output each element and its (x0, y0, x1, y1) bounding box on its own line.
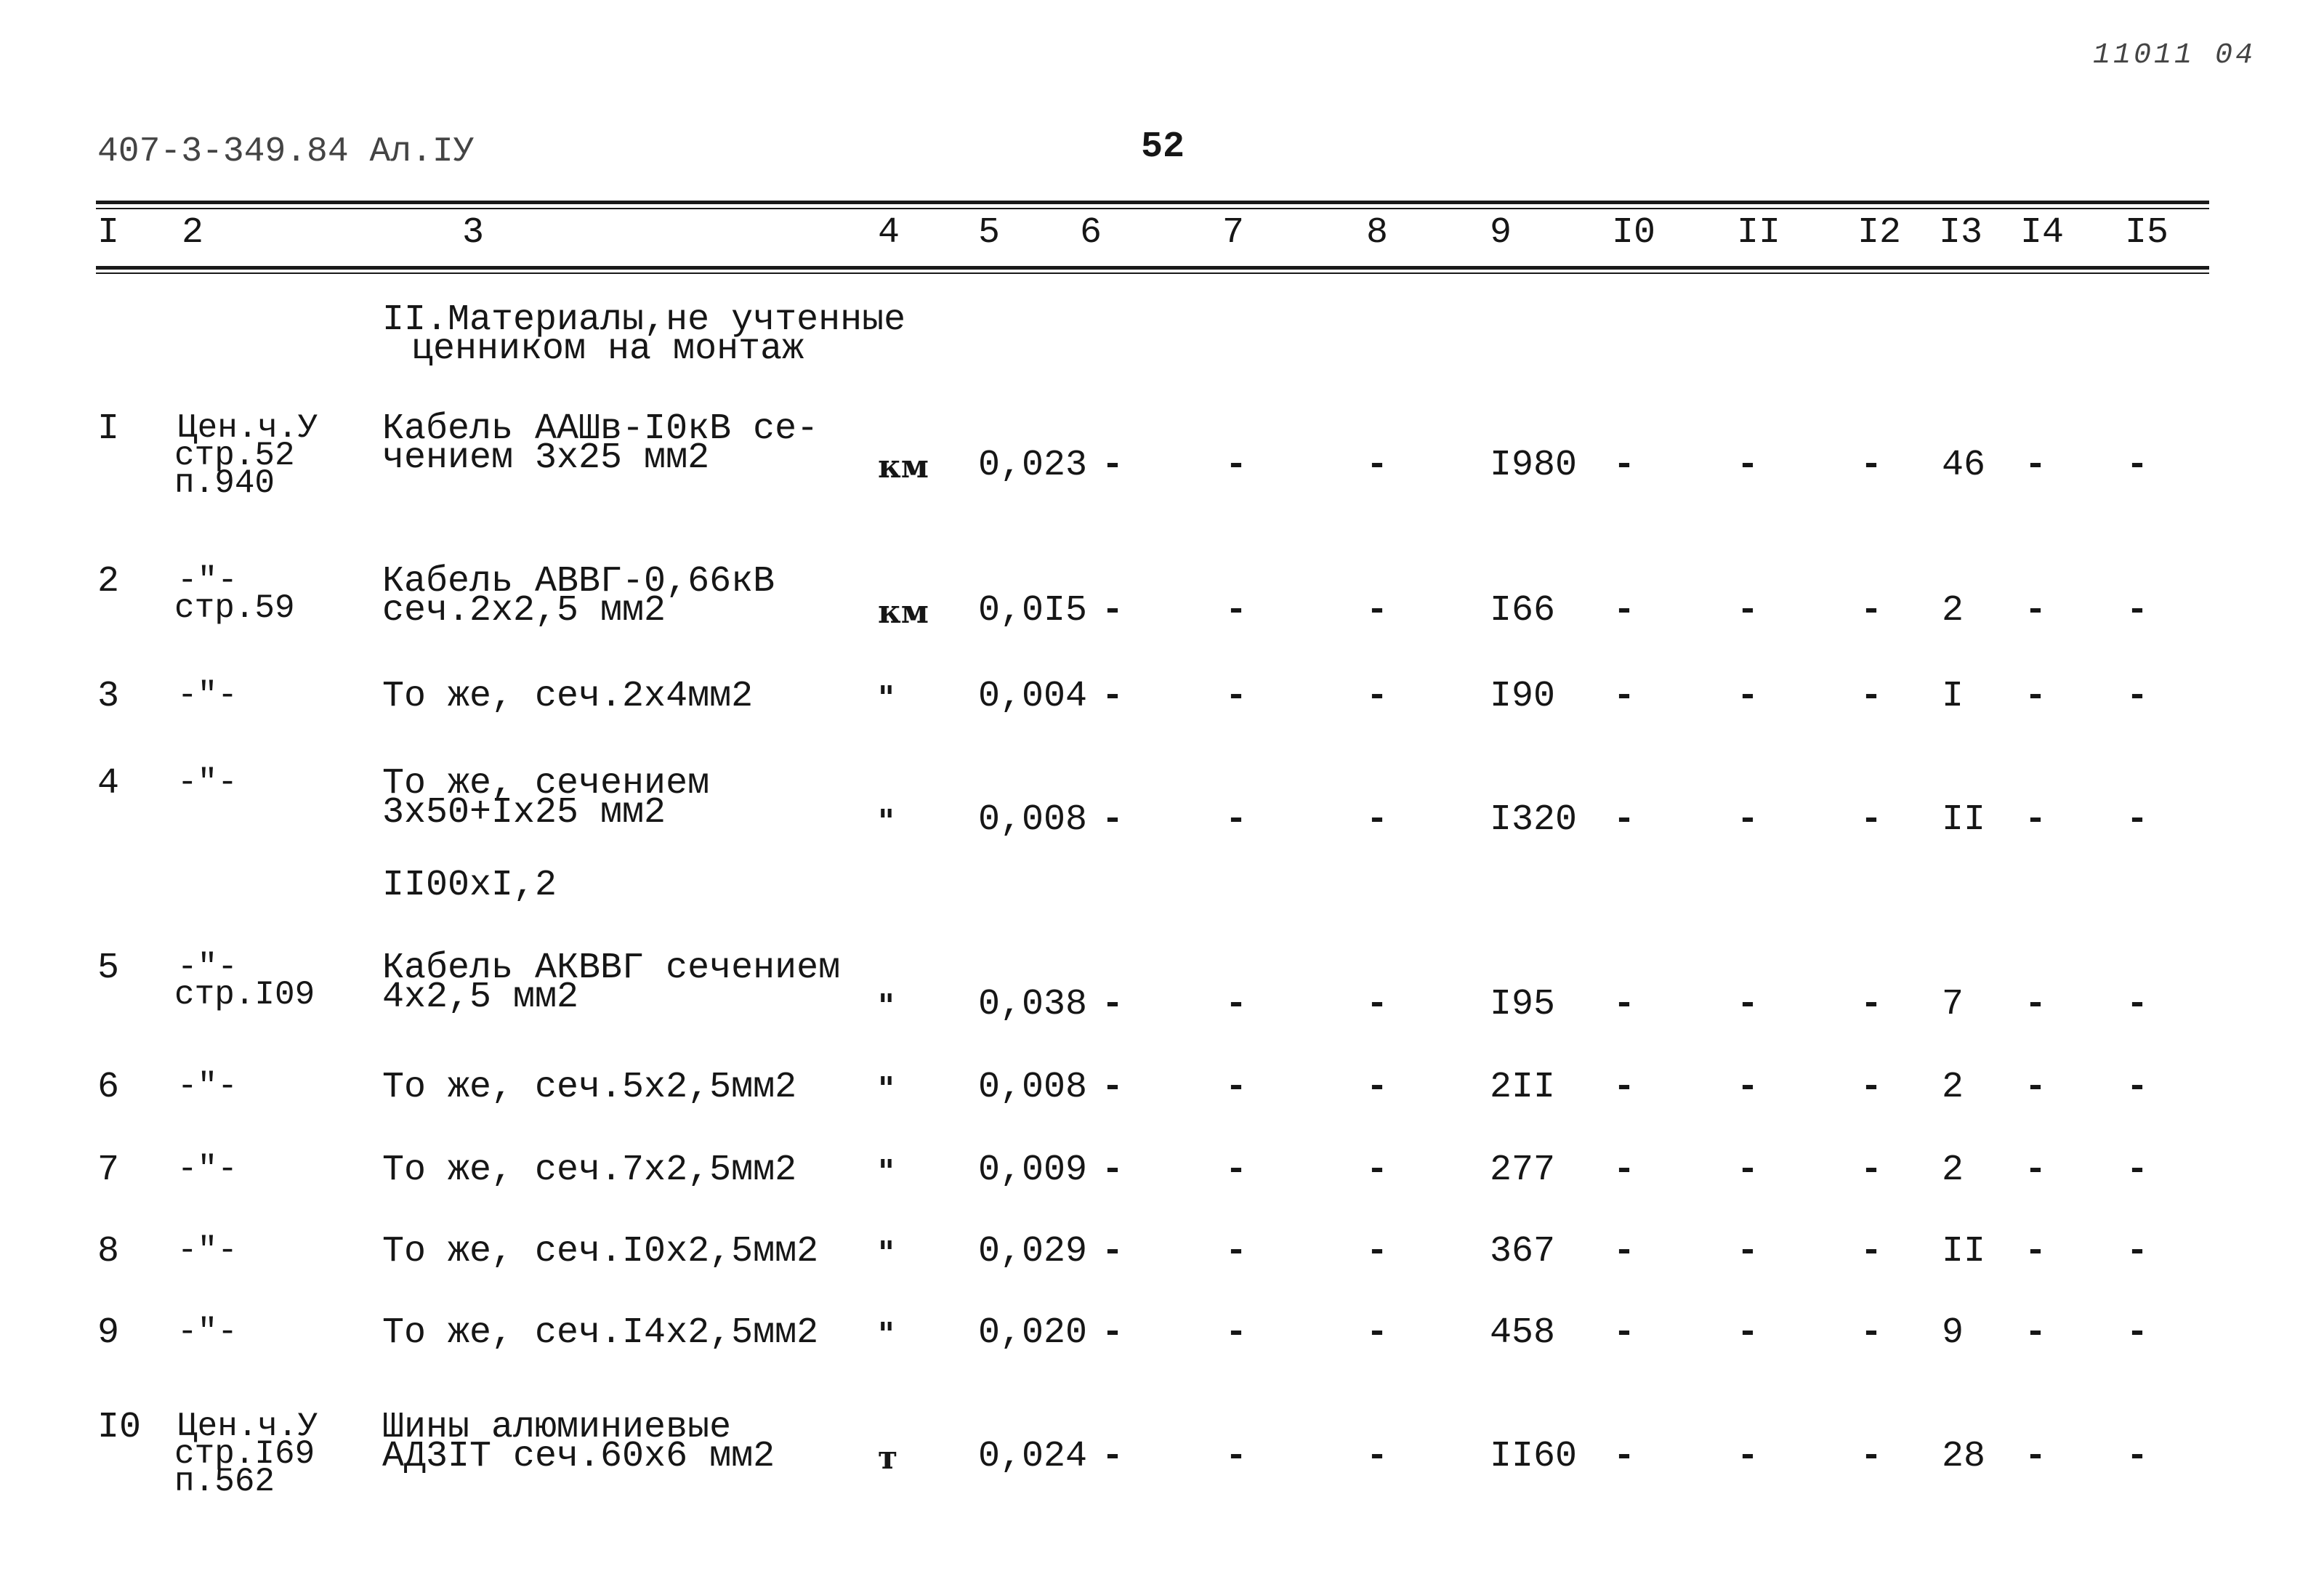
column-header-6: 6 (1080, 212, 1102, 254)
cell-col-6: - (1102, 984, 1124, 1025)
cell-col-12: - (1860, 445, 1883, 486)
cell-col-14: - (2025, 1231, 2047, 1272)
column-header-3: 3 (462, 212, 485, 254)
unit-of-measure: км (878, 594, 929, 631)
header-rule-bottom-thin (96, 272, 2209, 274)
description-line: То же, сеч.I4х2,5мм2 (382, 1312, 819, 1354)
cell-col-15: - (2126, 799, 2149, 841)
cell-col-10: - (1613, 1312, 1636, 1354)
description-line: То же, сеч.2х4мм2 (382, 676, 754, 717)
row-number: 7 (97, 1150, 120, 1191)
cell-col-11: - (1737, 1067, 1759, 1108)
column-header-8: 8 (1366, 212, 1389, 254)
corner-mark: 11011 04 (2093, 39, 2256, 72)
cell-col-13: 2 (1942, 1067, 1964, 1108)
cell-col-6: - (1102, 1067, 1124, 1108)
cell-col-8: - (1366, 445, 1389, 486)
cell-col-8: - (1366, 1231, 1389, 1272)
description-line: АД3IТ сеч.60х6 мм2 (382, 1436, 775, 1477)
description-line: 4х2,5 мм2 (382, 977, 579, 1018)
quantity: 0,004 (978, 676, 1088, 717)
header-rule-bottom (96, 266, 2209, 270)
cell-col-7: - (1225, 1231, 1248, 1272)
cell-col-6: - (1102, 1150, 1124, 1191)
cell-col-11: - (1737, 1231, 1759, 1272)
row-number: 6 (97, 1067, 120, 1108)
reference-line: -"- (177, 764, 238, 801)
header-rule-top-thin (96, 208, 2209, 209)
unit-of-measure: " (878, 1316, 895, 1353)
cell-col-10: - (1613, 1231, 1636, 1272)
cell-col-7: - (1225, 1067, 1248, 1108)
unit-price: 2II (1490, 1067, 1556, 1108)
description-line: Кабель АКВВГ сечением (382, 948, 841, 989)
header-rule-top (96, 201, 2209, 204)
description-line: То же, сеч.7х2,5мм2 (382, 1150, 797, 1191)
description-line: То же, сеч.I0х2,5мм2 (382, 1231, 819, 1272)
cell-col-12: - (1860, 1150, 1883, 1191)
cell-col-7: - (1225, 799, 1248, 841)
column-header-11: II (1737, 212, 1781, 254)
cell-col-11: - (1737, 1150, 1759, 1191)
cell-col-6: - (1102, 799, 1124, 841)
cell-col-13: 9 (1942, 1312, 1964, 1354)
cell-col-10: - (1613, 984, 1636, 1025)
cell-col-8: - (1366, 1150, 1389, 1191)
cell-col-15: - (2126, 1150, 2149, 1191)
reference-line: стр.I69 (174, 1435, 315, 1473)
cell-col-6: - (1102, 676, 1124, 717)
cell-col-14: - (2025, 799, 2047, 841)
cell-col-13: 28 (1942, 1436, 1986, 1477)
unit-price: II60 (1490, 1436, 1578, 1477)
unit-price: I95 (1490, 984, 1556, 1025)
document-code: 407-3-349.84 Ал.IУ (97, 132, 475, 171)
cell-col-11: - (1737, 676, 1759, 717)
cell-col-13: 7 (1942, 984, 1964, 1025)
cell-col-12: - (1860, 1067, 1883, 1108)
column-header-1: I (97, 212, 120, 254)
cell-col-15: - (2126, 590, 2149, 631)
cell-col-11: - (1737, 799, 1759, 841)
column-header-15: I5 (2125, 212, 2169, 254)
cell-col-12: - (1860, 590, 1883, 631)
cell-col-14: - (2025, 445, 2047, 486)
column-header-12: I2 (1857, 212, 1902, 254)
unit-of-measure: " (878, 1070, 895, 1107)
quantity: 0,038 (978, 984, 1088, 1025)
cell-col-6: - (1102, 445, 1124, 486)
unit-of-measure: " (878, 679, 895, 716)
unit-of-measure: " (878, 1153, 895, 1190)
cell-col-7: - (1225, 676, 1248, 717)
column-header-13: I3 (1939, 212, 1983, 254)
reference-line: -"- (177, 1150, 238, 1188)
cell-col-8: - (1366, 1067, 1389, 1108)
cell-col-15: - (2126, 1067, 2149, 1108)
unit-price: 277 (1490, 1150, 1556, 1191)
row-number: 2 (97, 561, 120, 602)
row-number: 4 (97, 763, 120, 804)
row-4-note: II00хI,2 (382, 865, 557, 906)
reference-line: -"- (177, 1313, 238, 1351)
description-line: То же, сечением (382, 763, 710, 804)
cell-col-13: 46 (1942, 445, 1986, 486)
cell-col-14: - (2025, 676, 2047, 717)
cell-col-15: - (2126, 1436, 2149, 1477)
cell-col-8: - (1366, 984, 1389, 1025)
reference-line: п.940 (174, 464, 275, 502)
page-number: 52 (1141, 126, 1185, 168)
cell-col-7: - (1225, 1436, 1248, 1477)
unit-price: 458 (1490, 1312, 1556, 1354)
description-line: Кабель АВВГ-0,66кВ (382, 561, 775, 602)
column-header-14: I4 (2020, 212, 2065, 254)
quantity: 0,008 (978, 1067, 1088, 1108)
reference-line: -"- (177, 1067, 238, 1105)
cell-col-8: - (1366, 676, 1389, 717)
unit-of-measure: " (878, 1235, 895, 1272)
cell-col-13: II (1942, 799, 1986, 841)
cell-col-11: - (1737, 590, 1759, 631)
column-header-5: 5 (978, 212, 1001, 254)
quantity: 0,029 (978, 1231, 1088, 1272)
reference-line: Цен.ч.У (177, 409, 318, 447)
cell-col-10: - (1613, 1067, 1636, 1108)
cell-col-12: - (1860, 799, 1883, 841)
unit-of-measure: " (878, 803, 895, 840)
column-header-4: 4 (878, 212, 900, 254)
cell-col-13: II (1942, 1231, 1986, 1272)
unit-price: I980 (1490, 445, 1578, 486)
unit-price: 367 (1490, 1231, 1556, 1272)
cell-col-10: - (1613, 1150, 1636, 1191)
cell-col-10: - (1613, 799, 1636, 841)
description-line: Кабель ААШв-I0кВ се- (382, 408, 819, 450)
cell-col-15: - (2126, 445, 2149, 486)
cell-col-6: - (1102, 1312, 1124, 1354)
cell-col-14: - (2025, 984, 2047, 1025)
cell-col-12: - (1860, 1312, 1883, 1354)
unit-price: I90 (1490, 676, 1556, 717)
description-line: 3х50+Iх25 мм2 (382, 792, 666, 833)
quantity: 0,0I5 (978, 590, 1088, 631)
cell-col-8: - (1366, 1312, 1389, 1354)
cell-col-14: - (2025, 1150, 2047, 1191)
row-number: 5 (97, 948, 120, 989)
cell-col-14: - (2025, 1436, 2047, 1477)
cell-col-7: - (1225, 1150, 1248, 1191)
reference-line: -"- (177, 562, 238, 599)
cell-col-13: I (1942, 676, 1964, 717)
reference-line: стр.I09 (174, 976, 315, 1014)
column-header-7: 7 (1222, 212, 1245, 254)
cell-col-6: - (1102, 1231, 1124, 1272)
cell-col-15: - (2126, 1231, 2149, 1272)
section-title-line-2: ценником на монтаж (411, 328, 804, 370)
row-number: I (97, 408, 120, 450)
description-line: сеч.2х2,5 мм2 (382, 590, 666, 631)
cell-col-8: - (1366, 1436, 1389, 1477)
quantity: 0,023 (978, 445, 1088, 486)
description-line: Шины алюминиевые (382, 1407, 732, 1448)
cell-col-15: - (2126, 676, 2149, 717)
description-line: То же, сеч.5х2,5мм2 (382, 1067, 797, 1108)
cell-col-11: - (1737, 445, 1759, 486)
cell-col-14: - (2025, 1067, 2047, 1108)
column-header-2: 2 (182, 212, 204, 254)
reference-line: п.562 (174, 1463, 275, 1501)
unit-price: I320 (1490, 799, 1578, 841)
cell-col-10: - (1613, 1436, 1636, 1477)
cell-col-11: - (1737, 1312, 1759, 1354)
quantity: 0,024 (978, 1436, 1088, 1477)
reference-line: стр.59 (174, 589, 295, 627)
cell-col-10: - (1613, 445, 1636, 486)
cell-col-14: - (2025, 1312, 2047, 1354)
column-header-10: I0 (1612, 212, 1656, 254)
row-number: I0 (97, 1407, 142, 1448)
reference-line: -"- (177, 677, 238, 714)
cell-col-10: - (1613, 590, 1636, 631)
cell-col-7: - (1225, 590, 1248, 631)
cell-col-6: - (1102, 1436, 1124, 1477)
cell-col-13: 2 (1942, 590, 1964, 631)
cell-col-10: - (1613, 676, 1636, 717)
row-number: 3 (97, 676, 120, 717)
cell-col-8: - (1366, 799, 1389, 841)
column-header-9: 9 (1490, 212, 1512, 254)
unit-price: I66 (1490, 590, 1556, 631)
unit-of-measure: км (878, 448, 929, 485)
unit-of-measure: т (878, 1439, 898, 1477)
cell-col-15: - (2126, 1312, 2149, 1354)
unit-of-measure: " (878, 988, 895, 1025)
cell-col-11: - (1737, 1436, 1759, 1477)
quantity: 0,009 (978, 1150, 1088, 1191)
row-number: 9 (97, 1312, 120, 1354)
cell-col-14: - (2025, 590, 2047, 631)
cell-col-15: - (2126, 984, 2149, 1025)
cell-col-7: - (1225, 1312, 1248, 1354)
section-title-line-1: II.Материалы,не учтенные (382, 299, 906, 341)
reference-line: стр.52 (174, 437, 295, 475)
cell-col-12: - (1860, 1231, 1883, 1272)
cell-col-13: 2 (1942, 1150, 1964, 1191)
cell-col-7: - (1225, 984, 1248, 1025)
description-line: чением 3х25 мм2 (382, 437, 710, 479)
cell-col-8: - (1366, 590, 1389, 631)
quantity: 0,020 (978, 1312, 1088, 1354)
cell-col-6: - (1102, 590, 1124, 631)
cell-col-11: - (1737, 984, 1759, 1025)
cell-col-12: - (1860, 676, 1883, 717)
cell-col-7: - (1225, 445, 1248, 486)
quantity: 0,008 (978, 799, 1088, 841)
row-number: 8 (97, 1231, 120, 1272)
cell-col-12: - (1860, 984, 1883, 1025)
reference-line: -"- (177, 948, 238, 986)
cell-col-12: - (1860, 1436, 1883, 1477)
reference-line: Цен.ч.У (177, 1408, 318, 1445)
reference-line: -"- (177, 1232, 238, 1269)
